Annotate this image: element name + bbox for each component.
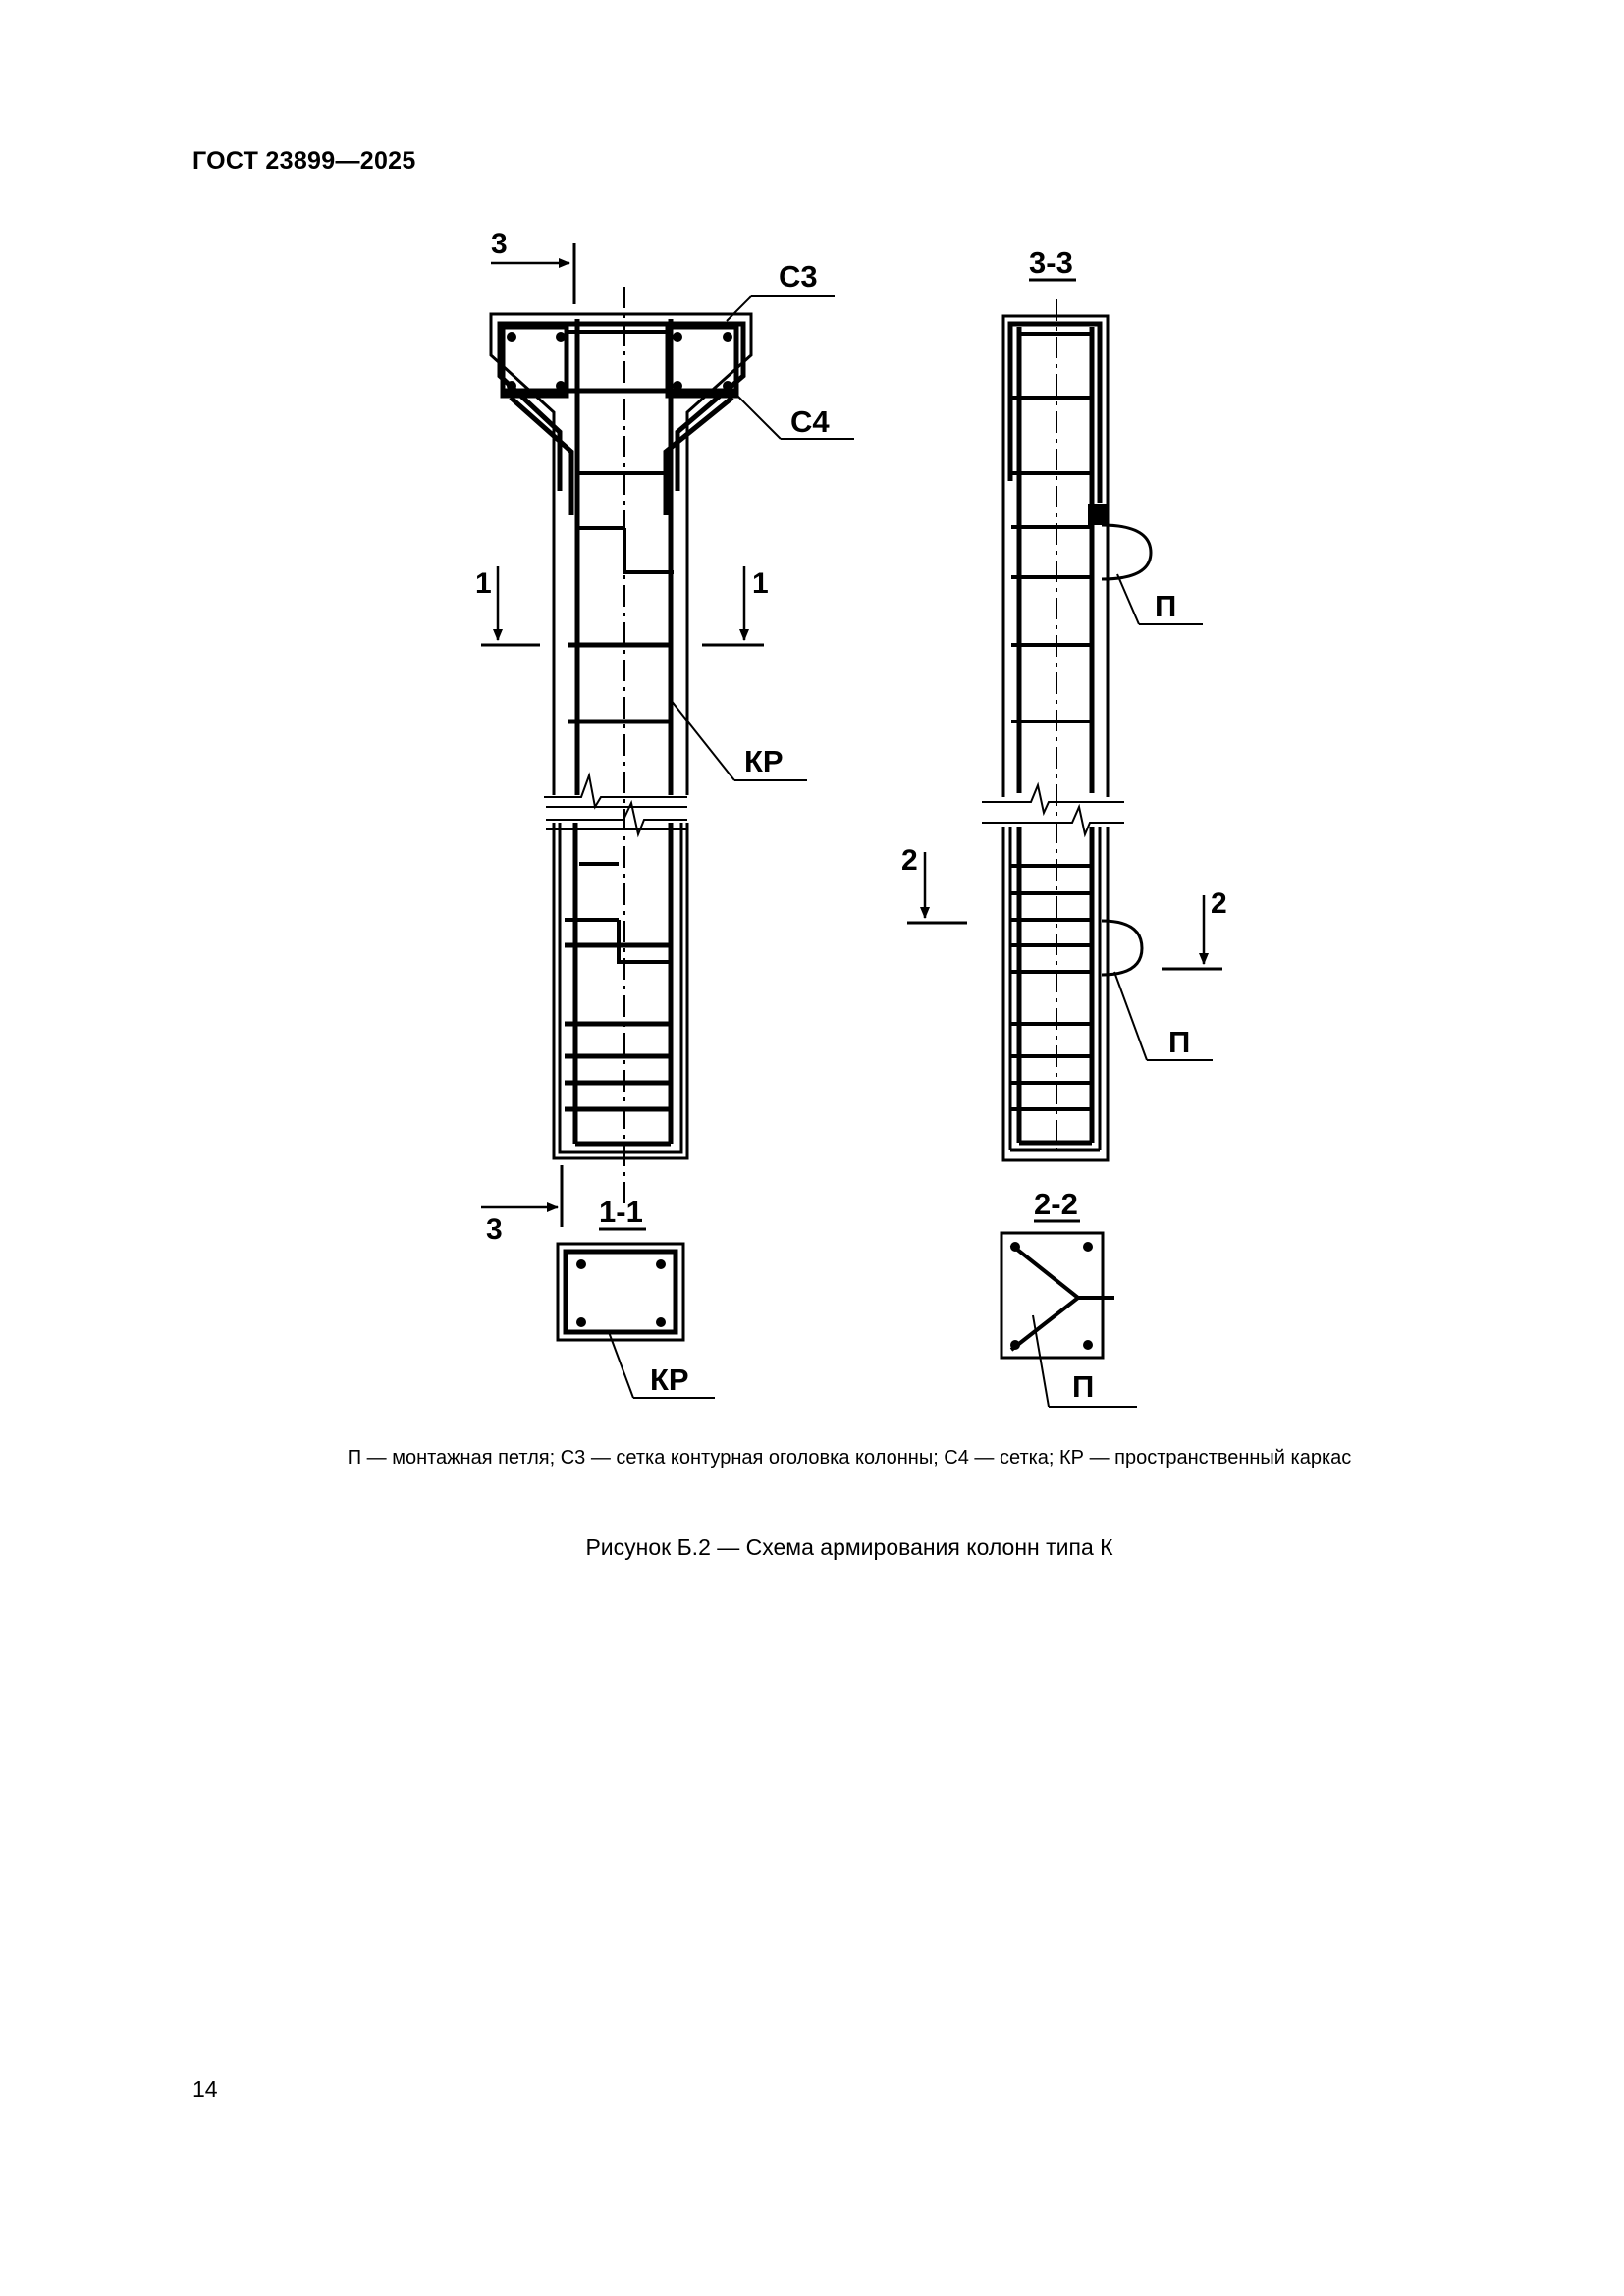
label-kr-elevation xyxy=(671,700,807,780)
label-loop-section-text: П xyxy=(1072,1369,1095,1404)
section-3-3-title: 3-3 xyxy=(1029,245,1073,280)
label-c4-text: С4 xyxy=(790,404,830,439)
figure-caption-text: Рисунок Б.2 — Схема армирования колонн типа К xyxy=(585,1534,1113,1560)
cut-1-left-number: 1 xyxy=(475,567,492,600)
section-2-2 xyxy=(1001,1187,1137,1407)
cut-1-left-marker xyxy=(475,566,540,645)
label-kr-elevation-text: КР xyxy=(744,744,784,778)
label-c4 xyxy=(736,395,854,439)
cut-2-right-marker xyxy=(1162,887,1227,969)
cut-2-right-number: 2 xyxy=(1211,887,1227,920)
figure-caption xyxy=(0,1534,1624,1561)
section-2-2-title: 2-2 xyxy=(1034,1187,1078,1221)
page-number: 14 xyxy=(192,2076,218,2102)
label-loop-upper-text: П xyxy=(1155,589,1177,623)
cut-1-right-marker xyxy=(702,566,769,645)
label-loop-lower-text: П xyxy=(1168,1025,1191,1059)
rebar-dots-head xyxy=(507,332,732,391)
cut-2-left-marker xyxy=(901,844,967,923)
cut-3-bottom-number: 3 xyxy=(486,1213,503,1246)
cut-1-right-number: 1 xyxy=(752,567,769,600)
column-elevation-right xyxy=(982,245,1151,1160)
figure-legend xyxy=(0,1447,1624,1469)
figure-legend-text: П — монтажная петля; С3 — сетка контурная оголовка колонны; С4 — сетка; КР — пространственный каркас xyxy=(347,1447,1352,1468)
document-header: ГОСТ 23899—2025 xyxy=(192,147,416,175)
cut-3-top-number: 3 xyxy=(491,228,508,260)
label-loop-lower xyxy=(1114,972,1213,1060)
cut-2-left-number: 2 xyxy=(901,844,918,877)
column-elevation-left xyxy=(491,287,751,1205)
cut-3-bottom-marker xyxy=(481,1165,562,1246)
section-1-1-title: 1-1 xyxy=(599,1195,643,1229)
label-c3 xyxy=(727,259,835,321)
label-loop-upper xyxy=(1117,574,1203,624)
label-c3-text: С3 xyxy=(779,259,818,294)
cut-3-top-marker xyxy=(491,228,574,304)
section-1-1 xyxy=(558,1195,715,1398)
label-kr-section-text: КР xyxy=(650,1362,689,1397)
